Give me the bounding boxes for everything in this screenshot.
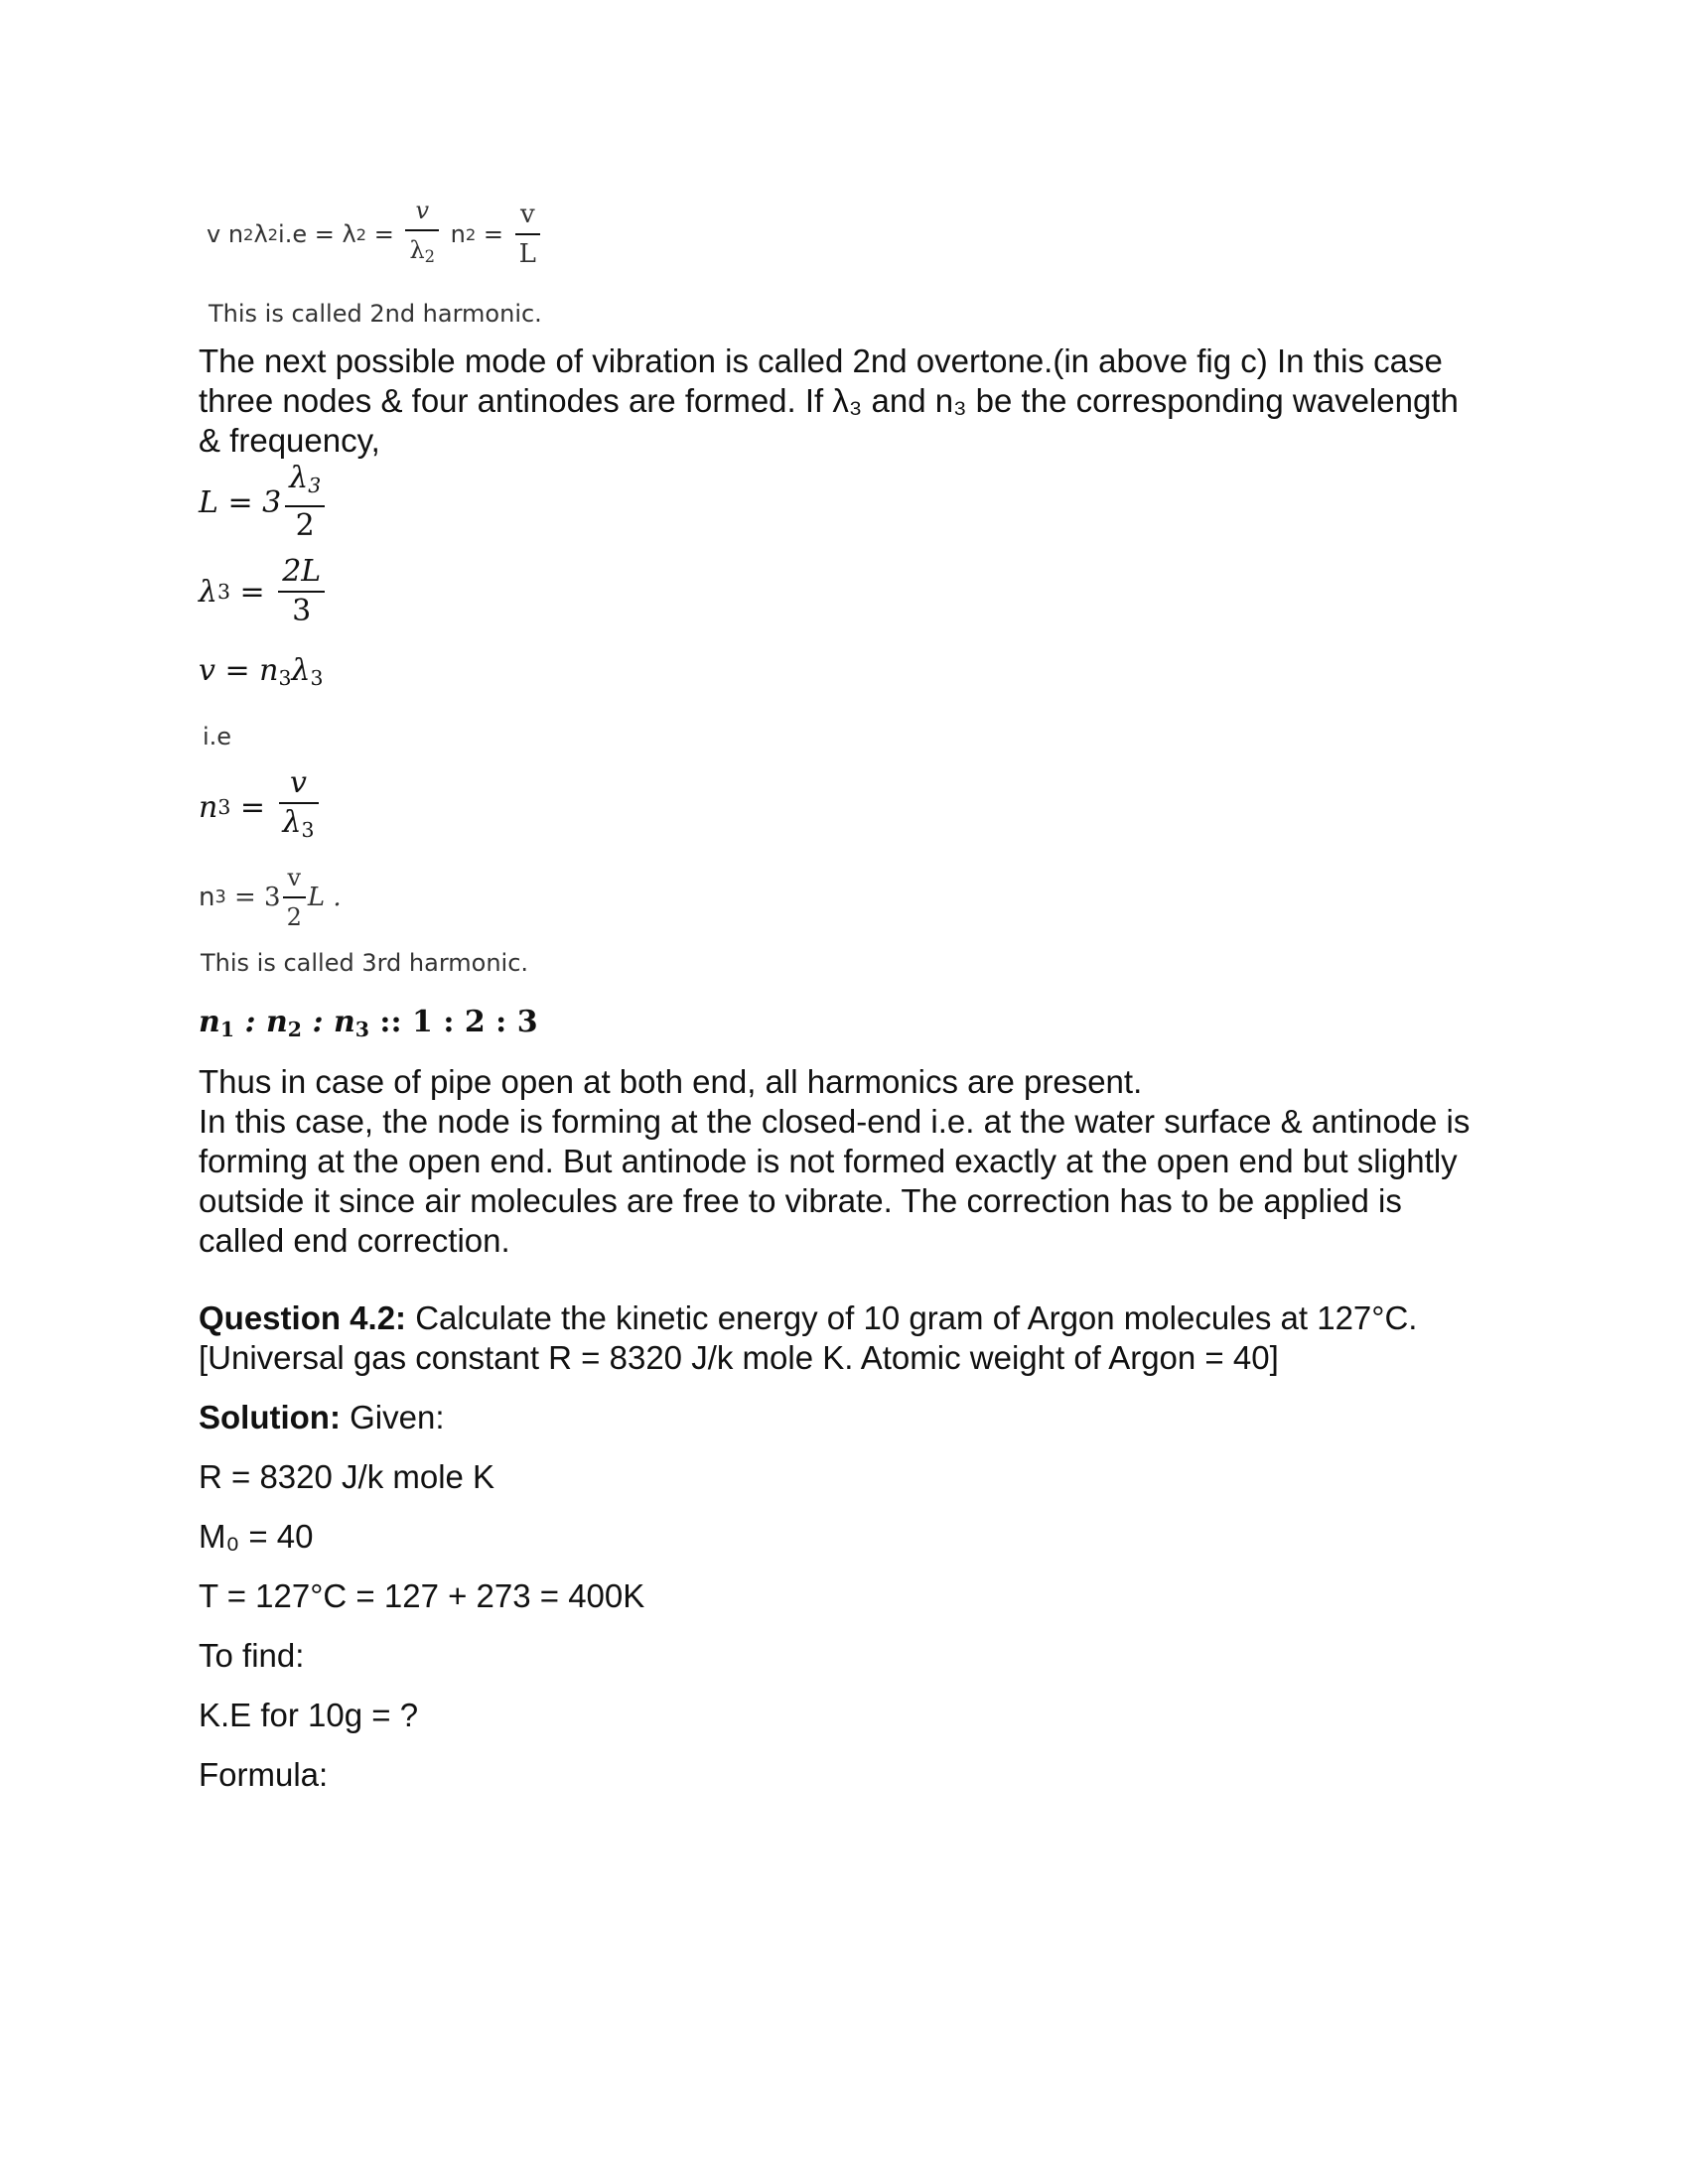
document-page	[199, 0, 1489, 2184]
question-label: Question 4.2:	[199, 1299, 407, 1336]
equation-n3: n 3 = $\frac{v}{\lambda_3}$	[199, 764, 323, 850]
given-M0: M₀ = 40	[199, 1518, 314, 1555]
caption-3rd-harmonic: This is called 3rd harmonic.	[201, 949, 529, 977]
to-find-label: To find:	[199, 1637, 305, 1674]
paragraph-2nd-overtone: The next possible mode of vibration is called 2nd overtone.(in above fig c) In this case three nodes & four antinodes are formed. If λ₃ and n₃ be the corresponding wavelength & frequency,	[199, 342, 1459, 459]
solution-heading: Solution: Given:	[199, 1399, 445, 1435]
formula-label: Formula:	[199, 1756, 329, 1793]
equation-L: L = 3 $\frac{\lambda_3}{2}$	[199, 463, 329, 542]
text-ie: i.e	[203, 723, 232, 751]
equation-lambda3: λ 3 = $\frac{2L}{3}$	[199, 552, 329, 631]
to-find-ke: K.E for 10g = ?	[199, 1697, 419, 1733]
question-4-2: Question 4.2: Calculate the kinetic energy of 10 gram of Argon molecules at 127°C. [Universal gas constant R = 8320 J/k mole K. Atomic weight of Argon = 40]	[199, 1299, 1418, 1376]
fraction-v-over-lambda2: $\frac{v}{\lambda_2}$	[405, 194, 439, 274]
fraction-v-over-L: $\frac{v}{L}$	[515, 198, 540, 271]
equation-v: $v = n_3\lambda_3$	[199, 653, 324, 691]
equation-n3-result: n 3 = 3 $\frac{v}{2}$ L .	[199, 858, 342, 937]
given-T: T = 127°C = 127 + 273 = 400K	[199, 1577, 645, 1614]
caption-2nd-harmonic: This is called 2nd harmonic.	[209, 300, 542, 328]
paragraph-end-correction: Thus in case of pipe open at both end, all harmonics are present. In this case, the node is forming at the closed-end i.e. at the water surface & antinode is forming at the open end. But antinode is not formed exactly at the open end but slightly outside it since air molecules are free to vibrate. The correction has to be applied is called end correction.	[199, 1063, 1471, 1259]
given-R: R = 8320 J/k mole K	[199, 1458, 495, 1495]
equation-ratio: $n_1$ : $n_2$ : $n_3$ :: 1 : 2 : 3	[199, 1005, 538, 1042]
equation-n2-lambda2: v n 2 λ 2 i.e = λ 2 = $\frac{v}{\lambda_2}$ n 2 = $\frac{v}{L}$	[207, 199, 544, 270]
